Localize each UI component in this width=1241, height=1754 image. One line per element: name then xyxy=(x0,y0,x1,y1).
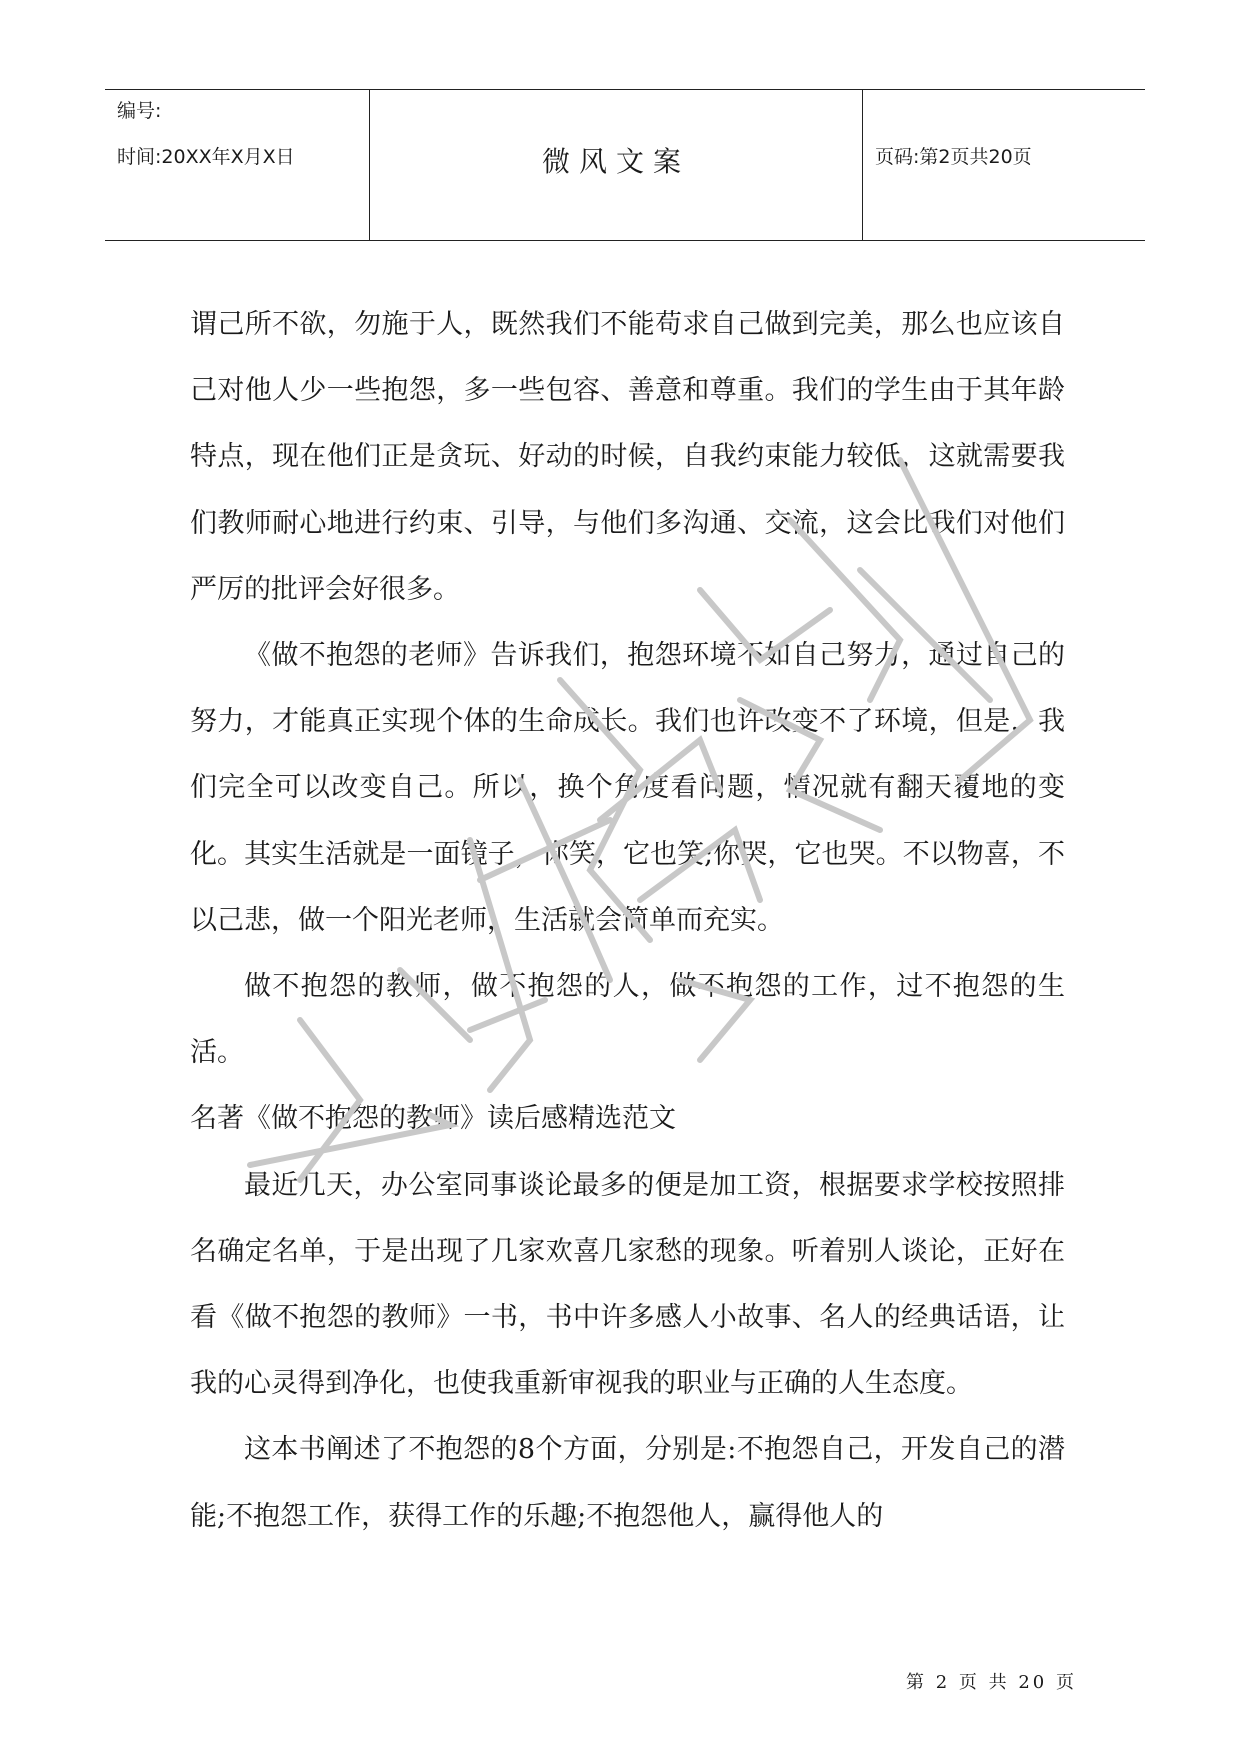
document-body xyxy=(190,292,1065,1550)
document-header-table xyxy=(105,89,1145,241)
paragraph-1: 谓己所不欲，勿施于人，既然我们不能苟求自己做到完美，那么也应该自己对他人少一些抱怨，多一些包容、善意和尊重。我们的学生由于其年龄特点，现在他们正是贪玩、好动的时候，自我约束能力较低，这就需要我们教师耐心地进行约束、引导，与他们多沟通、交流，这会比我们对他们严厉的批评会好很多。 xyxy=(190,309,1065,605)
paragraph-5: 这本书阐述了不抱怨的8个方面，分别是:不抱怨自己，开发自己的潜能;不抱怨工作，获得工作的乐趣;不抱怨他人，赢得他人的 xyxy=(190,1434,1065,1532)
paragraph-2: 《做不抱怨的老师》告诉我们，抱怨环境不如自己努力，通过自己的努力，才能真正实现个体的生命成长。我们也许改变不了环境，但是，我们完全可以改变自己。所以，换个角度看问题，情况就有翻天覆地的变化。其实生活就是一面镜子，你笑，它也笑;你哭，它也哭。不以物喜，不以己悲，做一个阳光老师，生活就会简单而充实。 xyxy=(190,640,1065,936)
page-footer: 第 2 页 共 20 页 xyxy=(906,1672,1077,1693)
document-title: 微风文案 xyxy=(541,145,690,178)
header-left-cell xyxy=(105,90,370,240)
time-label: 时间:20XX年X月X日 xyxy=(117,146,295,168)
header-right-cell xyxy=(863,90,1145,240)
serial-number-label: 编号: xyxy=(117,100,162,122)
section-heading: 名著《做不抱怨的教师》读后感精选范文 xyxy=(190,1103,676,1135)
paragraph-3: 做不抱怨的教师，做不抱怨的人，做不抱怨的工作，过不抱怨的生活。 xyxy=(190,971,1065,1069)
header-title-cell xyxy=(370,90,863,240)
paragraph-4: 最近几天，办公室同事谈论最多的便是加工资，根据要求学校按照排名确定名单，于是出现了几家欢喜几家愁的现象。听着别人谈论，正好在看《做不抱怨的教师》一书，书中许多感人小故事、名人的经典话语，让我的心灵得到净化，也使我重新审视我的职业与正确的人生态度。 xyxy=(190,1169,1065,1400)
page-counter-label: 页码:第2页共20页 xyxy=(875,146,1032,168)
